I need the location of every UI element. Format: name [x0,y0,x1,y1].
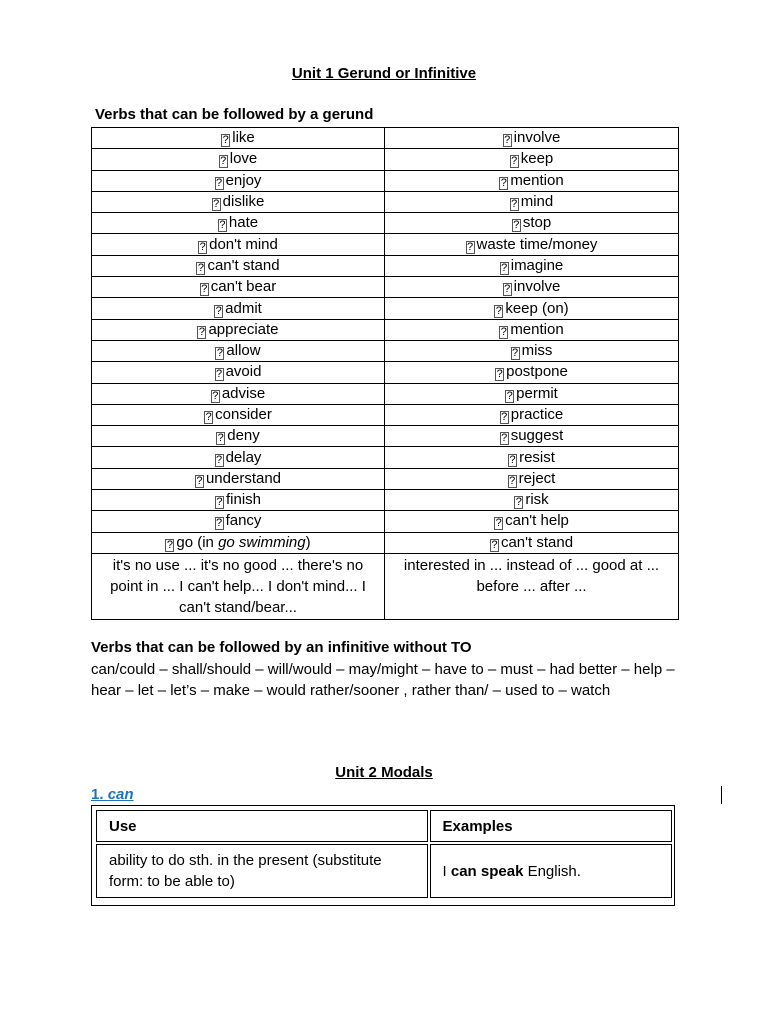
bullet-glyph-icon: ? [513,219,520,232]
bullet-glyph-icon: ? [466,240,474,253]
bullet-glyph-icon: ? [511,155,518,168]
table-row [92,191,679,212]
modals-table-frame [91,805,675,906]
table-row [92,511,679,532]
bullet-glyph-icon: ? [217,432,224,445]
bullet-glyph-icon: ? [213,198,220,211]
verb-cell: ? finish [92,490,385,511]
verb-cell: ? miss [385,340,679,361]
header-use: Use [96,810,428,842]
verb-cell: ? imagine [385,255,679,276]
bullet-glyph-icon: ? [220,155,227,168]
verb-cell: ? delay [92,447,385,468]
verb-cell: ? mention [385,319,679,340]
verb-cell: ? admit [92,298,385,319]
bullet-glyph-icon: ? [216,496,223,509]
use-cell: ability to do sth. in the present (substitute form: to be able to) [96,844,428,898]
bullet-glyph-icon: ? [491,538,498,551]
table-row [92,447,679,468]
table-row [92,319,679,340]
unit1-title: Unit 1 Gerund or Infinitive [291,65,477,82]
section-label: can [107,786,134,803]
bullet-glyph-icon: ? [500,176,507,189]
verb-cell: ? deny [92,426,385,447]
bullet-glyph-icon: ? [504,134,511,147]
bullet-glyph-icon: ? [504,283,511,296]
bullet-glyph-icon: ? [495,304,502,317]
bullet-glyph-icon: ? [197,261,205,274]
gerund-table-body [92,128,679,620]
verb-cell: ? fancy [92,511,385,532]
table-row [92,426,679,447]
verb-cell: ? keep [385,149,679,170]
table-row [92,277,679,298]
verb-cell: ? understand [92,468,385,489]
table-row [92,362,679,383]
table-row [92,298,679,319]
bullet-glyph-icon: ? [166,538,173,551]
table-row [92,213,679,234]
bullet-glyph-icon: ? [199,240,206,253]
section-number: 1. [91,786,104,803]
modals-table [94,808,674,900]
bullet-glyph-icon: ? [216,453,223,466]
table-row [92,149,679,170]
verb-cell: ? don't mind [92,234,385,255]
bullet-glyph-icon: ? [198,325,206,338]
table-row [92,404,679,425]
bullet-glyph-icon: ? [501,261,508,274]
verb-cell: ? resist [385,447,679,468]
table-row [92,532,679,553]
verb-cell: ? mind [385,191,679,212]
verb-cell: ? risk [385,490,679,511]
verb-cell: ? waste time/money [385,234,679,255]
bullet-glyph-icon: ? [496,368,503,381]
table-row [92,468,679,489]
bullet-glyph-icon: ? [222,134,229,147]
verb-cell: ? can't stand [385,532,679,553]
verb-cell: ? go (in go swimming) [92,532,385,553]
verb-cell: ? hate [92,213,385,234]
infinitive-verbs-text: can/could – shall/should – will/would – may/might – have to – must – had better – help – hear – let – let’s – make – would rather/sooner , rather than/ – used to – watch [91,661,675,700]
bullet-glyph-icon: ? [212,389,219,402]
bullet-glyph-icon: ? [509,474,516,487]
verb-cell: ? consider [92,404,385,425]
table-row [92,234,679,255]
bullet-glyph-icon: ? [219,219,226,232]
unit2-title: Unit 2 Modals [335,764,433,781]
bullet-glyph-icon: ? [506,389,513,402]
verb-cell: ? love [92,149,385,170]
verb-cell: ? keep (on) [385,298,679,319]
verb-cell: ? involve [385,277,679,298]
table-row [96,844,672,898]
verb-cell: ? permit [385,383,679,404]
verb-cell: ? avoid [92,362,385,383]
bullet-glyph-icon: ? [205,411,212,423]
verb-cell: ? enjoy [92,170,385,191]
example-cell: I can speak English. [430,844,672,898]
gerund-heading: Verbs that can be followed by a gerund [95,106,374,123]
verb-cell: ? like [92,128,385,149]
verb-cell: ? reject [385,468,679,489]
bullet-glyph-icon: ? [515,496,522,509]
bullet-glyph-icon: ? [509,453,516,466]
bullet-glyph-icon: ? [201,283,208,296]
verb-cell: ? suggest [385,426,679,447]
verb-cell: ? dislike [92,191,385,212]
bullet-glyph-icon: ? [216,517,223,530]
verb-cell: ? practice [385,404,679,425]
bullet-glyph-icon: ? [501,432,508,445]
table-row [92,490,679,511]
verb-cell: ? allow [92,340,385,361]
table-row [92,383,679,404]
bullet-glyph-icon: ? [511,198,518,211]
phrase-cell: interested in ... instead of ... good at ... before ... after ... [385,553,679,619]
bullet-glyph-icon: ? [501,411,508,423]
table-row [92,255,679,276]
infinitive-heading: Verbs that can be followed by an infinitive without TO [91,639,472,656]
table-header-row [96,810,672,842]
text-cursor [721,786,722,804]
bullet-glyph-icon: ? [216,176,223,189]
bullet-glyph-icon: ? [215,304,222,317]
table-row [92,553,679,619]
verb-cell: ? advise [92,383,385,404]
verb-cell: ? can't stand [92,255,385,276]
bullet-glyph-icon: ? [500,325,507,338]
gerund-verbs-table [91,127,679,620]
bullet-glyph-icon: ? [216,347,223,360]
verb-cell: ? can't help [385,511,679,532]
table-row [92,170,679,191]
verb-cell: ? involve [385,128,679,149]
bullet-glyph-icon: ? [495,517,502,530]
table-row [92,128,679,149]
phrase-cell: it's no use ... it's no good ... there's no point in ... I can't help... I don't mind... I can't stand/bear... [92,553,385,619]
header-examples: Examples [430,810,672,842]
verb-cell: ? can't bear [92,277,385,298]
bullet-glyph-icon: ? [216,368,223,381]
verb-cell: ? appreciate [92,319,385,340]
bullet-glyph-icon: ? [512,347,519,360]
verb-cell: ? stop [385,213,679,234]
can-section-link[interactable] [91,786,134,803]
table-row [92,340,679,361]
bullet-glyph-icon: ? [196,474,203,487]
verb-cell: ? mention [385,170,679,191]
verb-cell: ? postpone [385,362,679,383]
